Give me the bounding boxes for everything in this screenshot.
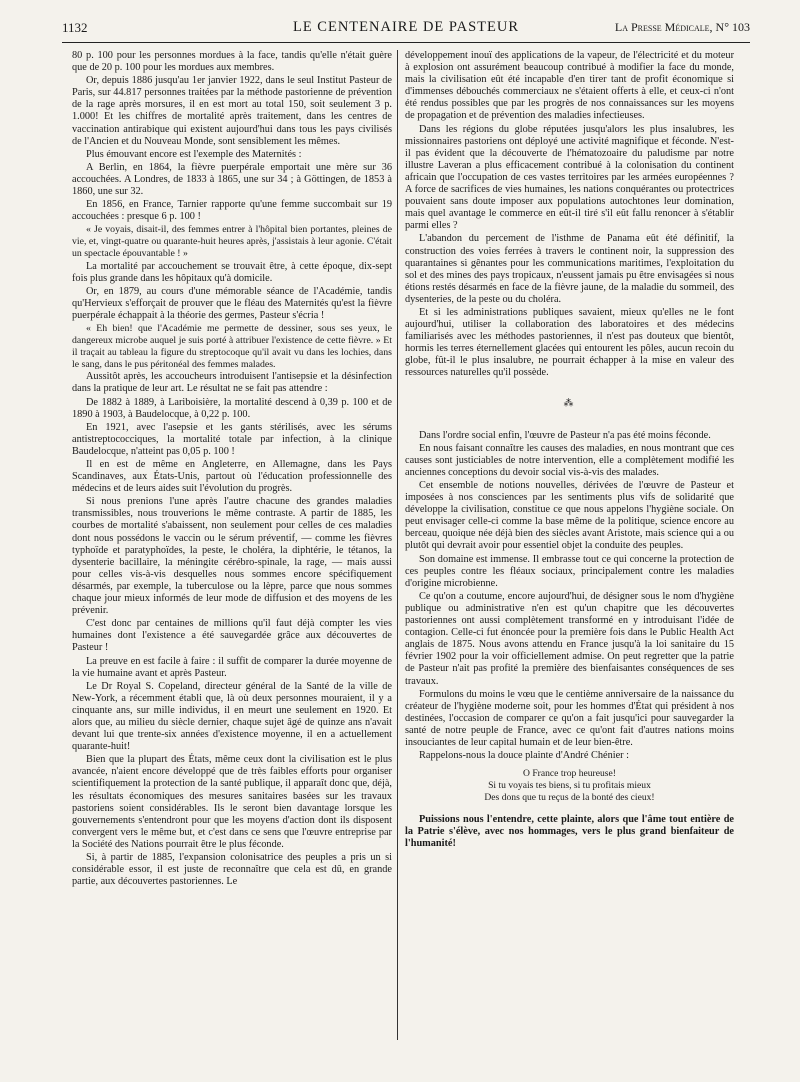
- paragraph: Il en est de même en Angleterre, en Allemagne, dans les Pays Scandinaves, aux États-Unis, partout où l'éducation professionnelle des médecins et de leurs aides suit l'évolution du progrès.: [72, 459, 392, 495]
- paragraph: Et si les administrations publiques savaient, mieux qu'elles ne le font aujourd'hui, utiliser la collaboration des laboratoires et des médecins familiarisés avec les méthodes pastoriennes, il n'est pas douteux que bientôt, hormis les terres éternellement glacées qui entourent les pôles, aucun recoin du globe, fût-il le plus insalubre, ne pourrait échapper à la mise en valeur des ressources naturelles qu'il possède.: [405, 306, 734, 379]
- paragraph: En 1921, avec l'asepsie et les gants stérilisés, avec les sérums antistreptococciques, la mortalité totale par infection, à la clinique Baudelocque, n'atteint pas 0,05 p. 100 !: [72, 421, 392, 457]
- poem-quote: [405, 768, 734, 803]
- paragraph: Dans les régions du globe réputées jusqu'alors les plus insalubres, les missionnaires pastoriens ont déployé une activité magnifique et féconde. N'est-il pas évident que la découverte de l'hématozoaire du paludisme par notre illustre Laveran a plus efficacement contribué à la colonisation du continent africain que l'occupation de ces vastes territoires par les armées européennes ? A force de sacrifices de vies humaines, les nations conquérantes ou protectrices pouvaient sans doute imposer aux populations autochtones leur domination, mais quel avantage le commerce en eût-il tiré s'il eût fallu renoncer à s'établir parmi elles ?: [405, 123, 734, 232]
- paragraph: En nous faisant connaître les causes des maladies, en nous montrant que ces causes sont justiciables de notre intervention, elle a complètement modifié les anciennes conceptions du devoir social vis-à-vis des malades.: [405, 442, 734, 478]
- closing-paragraph: Puissions nous l'entendre, cette plainte, alors que l'âme tout entière de la Patrie s'élève, avec nos hommages, vers le plus grand bienfaiteur de l'humanité!: [405, 813, 734, 849]
- poem-line: Des dons que tu reçus de la bonté des cieux!: [484, 791, 655, 803]
- paragraph: Formulons du moins le vœu que le centième anniversaire de la naissance du créateur de l'hygiène moderne soit, pour les hommes d'État qui président à nos destinées, l'occasion de comparer ce qu'on a fait jusqu'ici pour sauvegarder la santé de notre peuple de France, avec ce qu'ont fait d'autres nations moins insouciantes de leur capital humain et de leur bien-être.: [405, 688, 734, 748]
- paragraph: Si nous prenions l'une après l'autre chacune des grandes maladies transmissibles, nous trouverions le même contraste. A partir de 1885, les courbes de mortalité s'abaissent, non seulement pour celles de ces maladies dont nous possédons le vaccin ou le sérum préventif, — comme les fièvres typhoïde et paratyphoïdes, la peste, le choléra, la diphtérie, le tétanos, la dysenterie bacillaire, la méningite cérébro-spinale, la rage, — mais aussi pour celles vis-à-vis desquelles nous sommes encore spécifiquement désarmés, par exemple, la tuberculose ou la lèpre, parce que nous sommes chaque jour mieux informés de leur mode de diffusion et des moyens de les prévenir.: [72, 496, 392, 617]
- page-header: [62, 18, 750, 43]
- paragraph: Bien que la plupart des États, même ceux dont la civilisation est le plus avancée, n'aient encore développé que de très faibles efforts pour organiser scientifiquement la protection de la santé publique, il apparaît donc que, déjà, les résultats économiques des mesures sanitaires basées sur les travaux pastoriens soient considérables. Ils le seront bien davantage lorsque les gouvernements s'entendront pour que les moyens d'action dont ils disposent convergent vers le même but, et c'est dans ce sens que l'œuvre entreprise par la Société des Nations pourrait être le plus féconde.: [72, 754, 392, 850]
- paragraph: La mortalité par accouchement se trouvait être, à cette époque, dix-sept fois plus grande dans les hôpitaux qu'à domicile.: [72, 260, 392, 284]
- paragraph: Ce qu'on a coutume, encore aujourd'hui, de désigner sous le nom d'hygiène publique ou administrative n'en est qu'un chapitre que les découvertes pastoriennes ont aussi complètement transformé en y introduisant l'idée de contagion. Celle-ci fut énoncée pour la première fois dans le Public Health Act anglais de 1875. Nous avons attendu en France jusqu'à la loi sanitaire du 15 février 1902 pour la voir officiellement admise. On peut regretter que la patrie de Pasteur n'ait pas profité la première des bienfaisantes conséquences de ses travaux.: [405, 590, 734, 687]
- paragraph: Dans l'ordre social enfin, l'œuvre de Pasteur n'a pas été moins féconde.: [419, 429, 711, 441]
- paragraph: Rappelons-nous la douce plainte d'André Chénier :: [419, 750, 630, 762]
- right-column: [405, 50, 734, 851]
- section-title: LE CENTENAIRE DE PASTEUR: [292, 19, 520, 35]
- paragraph: C'est donc par centaines de millions qu'il faut déjà compter les vies humaines dont l'existence a été sauvegardée grâce aux découvertes de Pasteur !: [72, 618, 392, 654]
- paragraph: Si, à partir de 1885, l'expansion colonisatrice des peuples a pris un si considérable essor, il est juste de reconnaître que cela est dû, en grande partie, aux découvertes pastoriennes. Le: [72, 852, 392, 888]
- paragraph: Plus émouvant encore est l'exemple des Maternités :: [86, 148, 302, 160]
- paragraph: En 1856, en France, Tarnier rapporte qu'une femme succombait sur 19 accouchées : presque 6 p. 100 !: [72, 199, 392, 223]
- paragraph: A Berlin, en 1864, la fièvre puerpérale emportait une mère sur 36 accouchées. A Londres, de 1833 à 1865, une sur 34 ; à Göttingen, de 1853 à 1860, une sur 32.: [72, 161, 392, 198]
- quotation: « Eh bien! que l'Académie me permette de dessiner, sous ses yeux, le dangereux microbe auquel je suis porté à attribuer l'existence de cette fièvre. » Et il traçait au tableau la figure du streptocoque qu'il avait vu dans les lochies, dans le sang, dans le pus péritonéal des femmes malades.: [72, 323, 392, 370]
- page-number: 1132: [62, 20, 88, 35]
- paragraph: La preuve en est facile à faire : il suffit de comparer la durée moyenne de la vie humaine avant et après Pasteur.: [72, 655, 392, 679]
- paragraph: L'abandon du percement de l'isthme de Panama eût été définitif, la construction des voies ferrées à travers le continent noir, la suppression des quarantaines si gênantes pour les communications maritimes, l'exploitation du sol et des mines des pays tropicaux, n'eussent jamais pu être envisagées si nous étions restés désarmés en face de la fièvre jaune, de la maladie du sommeil, des dysenteries, de la peste ou du choléra.: [405, 233, 734, 305]
- paragraph: Son domaine est immense. Il embrasse tout ce qui concerne la protection de ces peuples contre les fléaux sociaux, principalement contre les maladies d'origine microbienne.: [405, 553, 734, 589]
- paragraph: développement inouï des applications de la vapeur, de l'électricité et du moteur à explosion ont assurément beaucoup contribué à modifier la face du monde, mais la civilisation eût été incapable d'en tirer tant de profit économique si d'immenses débouchés commerciaux ne s'étaient offerts à elle, et ceux-ci n'ont été rendus possibles que par les progrès de nos connaissances sur les moyens de propagation et de prévention des maladies infectieuses.: [405, 50, 734, 122]
- poem-line: Si tu voyais tes biens, si tu profitais mieux: [488, 779, 651, 791]
- paragraph: De 1882 à 1889, à Lariboisière, la mortalité descend à 0,39 p. 100 et de 1890 à 1903, à Baudelocque, à 0,22 p. 100.: [72, 396, 392, 420]
- column-divider: [397, 50, 398, 1040]
- paragraph: Aussitôt après, les accoucheurs introduisent l'antisepsie et la désinfection dans la pratique de leur art. Le résultat ne se fait pas attendre :: [72, 371, 392, 395]
- journal-name: La Presse Médicale, N° 103: [614, 20, 750, 34]
- paragraph: Cet ensemble de notions nouvelles, dérivées de l'œuvre de Pasteur et imposées à nos consciences par les sentiments plus vifs de solidarité que développe la civilisation, constitue ce que nous appelons l'hygiène sociale. On peut envisager celle-ci comme la base même de la politique, science encore au berceau, quoique née déjà bien des siècles avant Aristote, mais science qui a ou plutôt qui devrait avoir pour essentiel objet la conduite des peuples.: [405, 480, 734, 552]
- paragraph: Le Dr Royal S. Copeland, directeur général de la Santé de la ville de New-York, a récemment établi que, là où deux personnes mouraient, il y a cinquante ans, sur mille individus, il en meurt une seulement en 1920. Et alors que, au milieu du siècle dernier, chaque sujet âgé de quinze ans n'avait devant lui que trente-six années d'existence moyenne, il en a actuellement quarante-huit!: [72, 680, 392, 753]
- section-separator: ⁂: [563, 397, 576, 409]
- quotation: « Je voyais, disait-il, des femmes entrer à l'hôpital bien portantes, pleines de vie, et, vingt-quatre ou quarante-huit heures après, j'assistais à leur agonie. C'était un spectacle épouvantable ! »: [72, 224, 392, 259]
- paragraph: Or, en 1879, au cours d'une mémorable séance de l'Académie, tandis qu'Hervieux s'efforçait de prouver que le fléau des Maternités qu'est la fièvre puerpérale échappait à la théorie des germes, Pasteur s'écria !: [72, 285, 392, 322]
- paragraph: Or, depuis 1886 jusqu'au 1er janvier 1922, dans le seul Institut Pasteur de Paris, sur 44.817 personnes traitées par la méthode pastorienne de prévention de la rage après morsures, il en est mort au total 150, soit seulement 3 p. 1.000! Et les chiffres de mortalité après traitement, dans les centres de vaccination antirabique qui existent aujourd'hui dans tous les pays civilisés de l'Ancien et du Nouveau Monde, sont sensiblement les mêmes.: [72, 75, 392, 147]
- poem-line: O France trop heureuse!: [523, 768, 616, 780]
- paragraph: 80 p. 100 pour les personnes mordues à la face, tandis qu'elle n'était guère que de 20 p. 100 pour les mordues aux membres.: [72, 50, 392, 74]
- left-column: [72, 50, 392, 889]
